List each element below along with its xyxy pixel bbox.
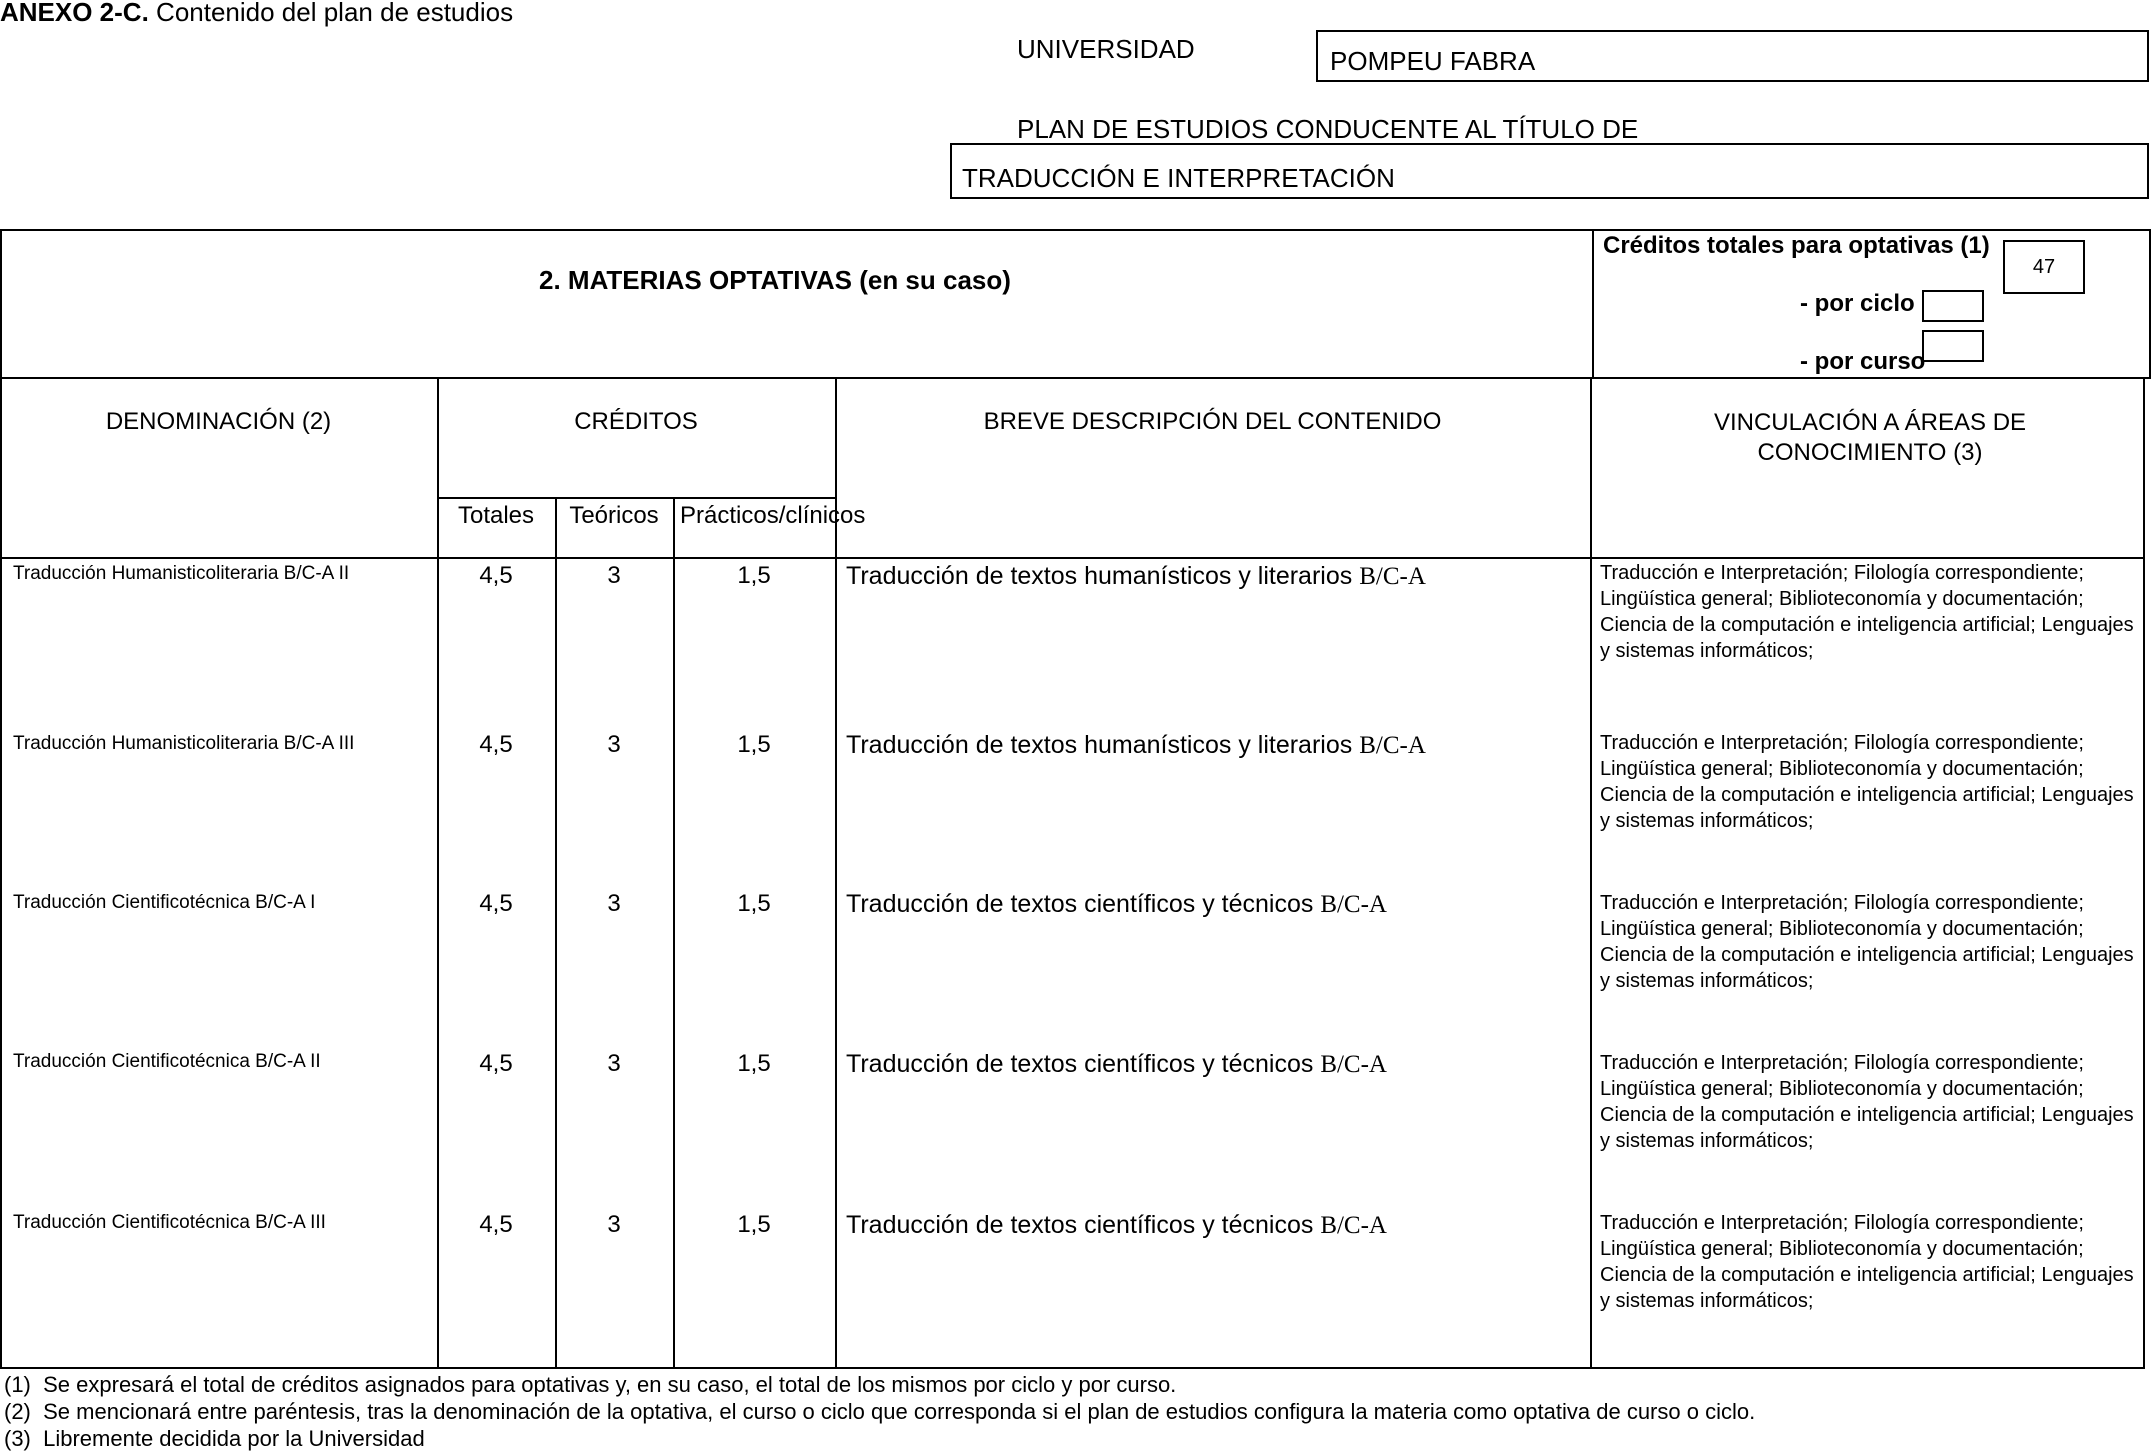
per-course-box xyxy=(1922,330,1984,362)
credits-block-divider xyxy=(1592,229,1594,379)
credits-subheader-line xyxy=(437,497,835,499)
row-4-totales: 4,5 xyxy=(479,1050,513,1077)
footnote-2-text: Se mencionará entre paréntesis, tras la denominación de la optativa, el curso o ciclo que corresponda si el plan de estudios configura la materia como optativa de curso o ciclo. xyxy=(43,1399,1756,1424)
plan-label: PLAN DE ESTUDIOS CONDUCENTE AL TÍTULO DE xyxy=(1017,114,1639,144)
university-field xyxy=(1316,30,2149,82)
footnote-1-mark: (1) xyxy=(4,1372,31,1397)
row-5-denominacion: Traducción Cientificotécnica B/C-A III xyxy=(13,1212,326,1233)
plan-title-value: TRADUCCIÓN E INTERPRETACIÓN xyxy=(962,163,1395,193)
credits-total-label: Créditos totales para optativas (1) xyxy=(1603,232,1990,259)
per-cycle-label: - por ciclo xyxy=(1800,290,1915,317)
row-1-areas: Traducción e Interpretación; Filología correspondiente; Lingüística general; Biblioteconomía y documentación; Ciencia de la computación e inteligencia artificial; Lenguajes y sistemas informáticos; xyxy=(1600,562,2134,662)
row-2-practicos: 1,5 xyxy=(737,731,771,758)
row-1-totales: 4,5 xyxy=(479,562,513,589)
col-divider-3 xyxy=(1590,377,1592,1369)
row-5-areas: Traducción e Interpretación; Filología correspondiente; Lingüística general; Biblioteconomía y documentación; Ciencia de la computación e inteligencia artificial; Lenguajes y sistemas informáticos; xyxy=(1600,1212,2134,1312)
footnote-1-text: Se expresará el total de créditos asignados para optativas y, en su caso, el total de los mismos por ciclo y por curso. xyxy=(43,1372,1177,1397)
header-creditos: CRÉDITOS xyxy=(574,408,698,435)
row-1-practicos: 1,5 xyxy=(737,562,771,589)
row-5-teoricos: 3 xyxy=(607,1211,621,1238)
row-5-practicos: 1,5 xyxy=(737,1211,771,1238)
row-4-descripcion: Traducción de textos científicos y técnicos B/C-A xyxy=(846,1050,1387,1078)
row-3-descripcion: Traducción de textos científicos y técnicos B/C-A xyxy=(846,890,1387,918)
row-5-descripcion: Traducción de textos científicos y técnicos B/C-A xyxy=(846,1211,1387,1239)
header-totales: Totales xyxy=(457,502,535,529)
university-label: UNIVERSIDAD xyxy=(1017,34,1195,64)
footnote-3-text: Libremente decidida por la Universidad xyxy=(43,1426,425,1451)
university-value: POMPEU FABRA xyxy=(1330,46,1536,76)
row-4-denominacion: Traducción Cientificotécnica B/C-A II xyxy=(13,1051,321,1072)
row-3-practicos: 1,5 xyxy=(737,890,771,917)
per-cycle-box xyxy=(1922,290,1984,322)
plan-title-field xyxy=(950,143,2149,199)
header-vinculacion: VINCULACIÓN A ÁREAS DE CONOCIMIENTO (3) xyxy=(1713,409,2027,466)
row-3-totales: 4,5 xyxy=(479,890,513,917)
row-2-denominacion: Traducción Humanisticoliteraria B/C-A III xyxy=(13,733,355,754)
row-2-teoricos: 3 xyxy=(607,731,621,758)
footnote-3 xyxy=(4,1426,425,1452)
footnote-1 xyxy=(4,1372,1176,1398)
header-descripcion: BREVE DESCRIPCIÓN DEL CONTENIDO xyxy=(983,408,1442,435)
row-2-descripcion: Traducción de textos humanísticos y literarios B/C-A xyxy=(846,731,1426,759)
credits-total-box xyxy=(2003,240,2085,294)
row-1-denominacion: Traducción Humanisticoliteraria B/C-A II xyxy=(13,563,350,584)
row-2-totales: 4,5 xyxy=(479,731,513,758)
row-1-descripcion: Traducción de textos humanísticos y literarios B/C-A xyxy=(846,562,1426,590)
row-5-totales: 4,5 xyxy=(479,1211,513,1238)
header-practicos: Prácticos/clínicos xyxy=(680,502,866,529)
credits-total-value: 47 xyxy=(2032,256,2056,278)
row-3-teoricos: 3 xyxy=(607,890,621,917)
header-teoricos: Teóricos xyxy=(569,502,659,529)
header-bottom-line xyxy=(0,557,2145,559)
annex-label: ANEXO 2-C. xyxy=(0,0,149,27)
footnote-2-mark: (2) xyxy=(4,1399,31,1424)
header-denominacion: DENOMINACIÓN (2) xyxy=(105,408,332,435)
footnote-3-mark: (3) xyxy=(4,1426,31,1451)
annex-heading xyxy=(0,0,513,28)
row-4-teoricos: 3 xyxy=(607,1050,621,1077)
row-4-practicos: 1,5 xyxy=(737,1050,771,1077)
row-3-areas: Traducción e Interpretación; Filología correspondiente; Lingüística general; Biblioteconomía y documentación; Ciencia de la computación e inteligencia artificial; Lenguajes y sistemas informáticos; xyxy=(1600,892,2134,992)
footnote-2 xyxy=(4,1399,1755,1425)
row-3-denominacion: Traducción Cientificotécnica B/C-A I xyxy=(13,892,316,913)
per-course-label: - por curso xyxy=(1800,348,1926,375)
row-2-areas: Traducción e Interpretación; Filología correspondiente; Lingüística general; Biblioteconomía y documentación; Ciencia de la computación e inteligencia artificial; Lenguajes y sistemas informáticos; xyxy=(1600,732,2134,832)
row-1-teoricos: 3 xyxy=(607,562,621,589)
section-title: 2. MATERIAS OPTATIVAS (en su caso) xyxy=(539,265,1011,295)
row-4-areas: Traducción e Interpretación; Filología correspondiente; Lingüística general; Biblioteconomía y documentación; Ciencia de la computación e inteligencia artificial; Lenguajes y sistemas informáticos; xyxy=(1600,1052,2134,1152)
annex-title: Contenido del plan de estudios xyxy=(156,0,514,27)
